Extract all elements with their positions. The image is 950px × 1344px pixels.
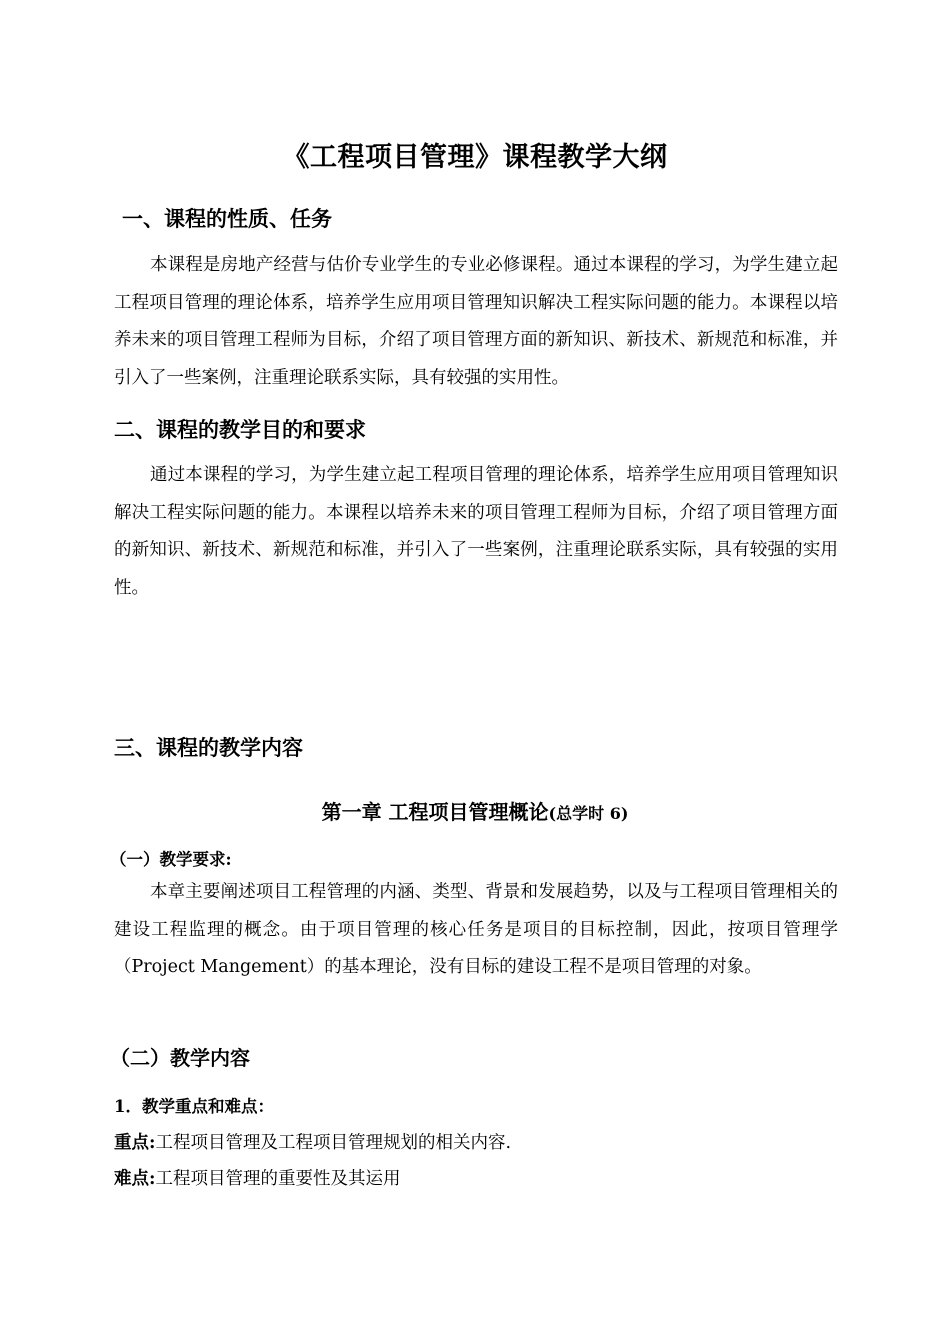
requirements-heading: （一）教学要求: xyxy=(110,850,232,869)
key-point-text: 工程项目管理及工程项目管理规划的相关内容. xyxy=(155,1133,512,1153)
content-heading: （二）教学内容 xyxy=(110,1046,250,1070)
chapter-hours: (总学时 6) xyxy=(548,804,629,823)
chapter-title-text: 第一章 工程项目管理概论 xyxy=(321,800,549,824)
difficulty-line xyxy=(114,1165,400,1190)
key-point-line xyxy=(114,1129,511,1154)
section1-heading: 一、课程的性质、任务 xyxy=(122,206,332,231)
difficulty-label: 难点: xyxy=(114,1169,156,1189)
requirements-paragraph: 本章主要阐述项目工程管理的内涵、类型、背景和发展趋势，以及与工程项目管理相关的建设工程监理的概念。由于项目管理的核心任务是项目的目标控制，因此，按项目管理学（Project Mangement）的基本理论，没有目标的建设工程不是项目管理的对象。 xyxy=(114,882,838,977)
difficulty-text: 工程项目管理的重要性及其运用 xyxy=(155,1169,401,1189)
item1-heading: 1．教学重点和难点： xyxy=(114,1097,274,1116)
section2-heading: 二、课程的教学目的和要求 xyxy=(114,417,366,442)
section3-heading: 三、课程的教学内容 xyxy=(114,735,303,760)
document-title: 《工程项目管理》课程教学大纲 xyxy=(282,142,668,173)
key-point-label: 重点: xyxy=(114,1133,156,1153)
chapter-title xyxy=(0,796,950,825)
section2-paragraph: 通过本课程的学习，为学生建立起工程项目管理的理论体系，培养学生应用项目管理知识解决工程实际问题的能力。本课程以培养未来的项目管理工程师为目标，介绍了项目管理方面的新知识、新技术、新规范和标准，并引入了一些案例，注重理论联系实际，具有较强的实用性。 xyxy=(114,465,838,598)
section1-paragraph: 本课程是房地产经营与估价专业学生的专业必修课程。通过本课程的学习，为学生建立起工程项目管理的理论体系，培养学生应用项目管理知识解决工程实际问题的能力。本课程以培养未来的项目管理工程师为目标，介绍了项目管理方面的新知识、新技术、新规范和标准，并引入了一些案例，注重理论联系实际，具有较强的实用性。 xyxy=(114,255,838,388)
